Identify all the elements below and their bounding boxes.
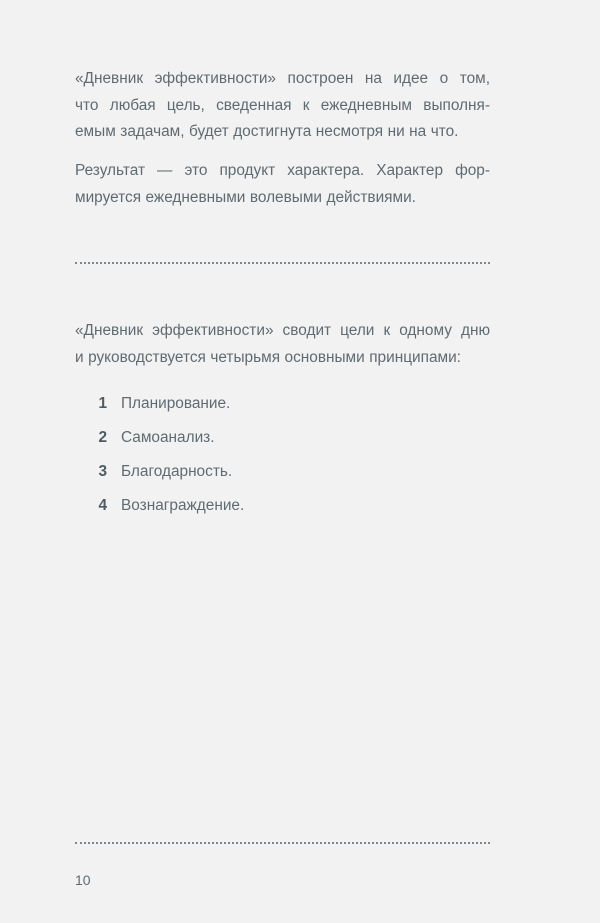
principle-text: Вознаграждение. <box>121 497 245 514</box>
character-line-1: Результат — это продукт характера. Характер фор- <box>75 162 490 179</box>
principles-intro-line-1: «Дневник эффективности» сводит цели к одному дню <box>75 322 490 339</box>
intro-line-3: емым задачам, будет достигнута несмотря ни на что. <box>75 123 459 140</box>
principle-text: Планирование. <box>121 395 231 412</box>
principle-item <box>97 387 244 421</box>
book-page <box>75 0 490 923</box>
dotted-divider-bottom <box>75 842 490 844</box>
principle-item <box>97 489 244 523</box>
character-line-2: мируется ежедневными волевыми действиями. <box>75 188 416 206</box>
principle-text: Благодарность. <box>121 463 233 480</box>
principle-item <box>97 455 244 489</box>
principle-number: 4 <box>98 497 107 514</box>
principle-item <box>97 421 244 455</box>
intro-line-1: «Дневник эффективности» построен на идее о том, <box>75 70 490 87</box>
principles-list <box>97 387 244 523</box>
principle-number: 1 <box>98 395 107 412</box>
character-paragraph <box>75 158 490 211</box>
principles-intro-line-2: и руководствуется четырьмя основными принципами: <box>75 348 461 366</box>
principles-intro-paragraph <box>75 318 490 371</box>
dotted-divider-top <box>75 262 490 264</box>
intro-paragraph <box>75 66 490 146</box>
page-number: 10 <box>75 872 91 888</box>
principle-number: 3 <box>98 463 107 480</box>
principle-text: Самоанализ. <box>121 429 215 446</box>
principle-number: 2 <box>98 429 107 446</box>
intro-line-2: что любая цель, сведенная к ежедневным выполня- <box>75 96 490 114</box>
